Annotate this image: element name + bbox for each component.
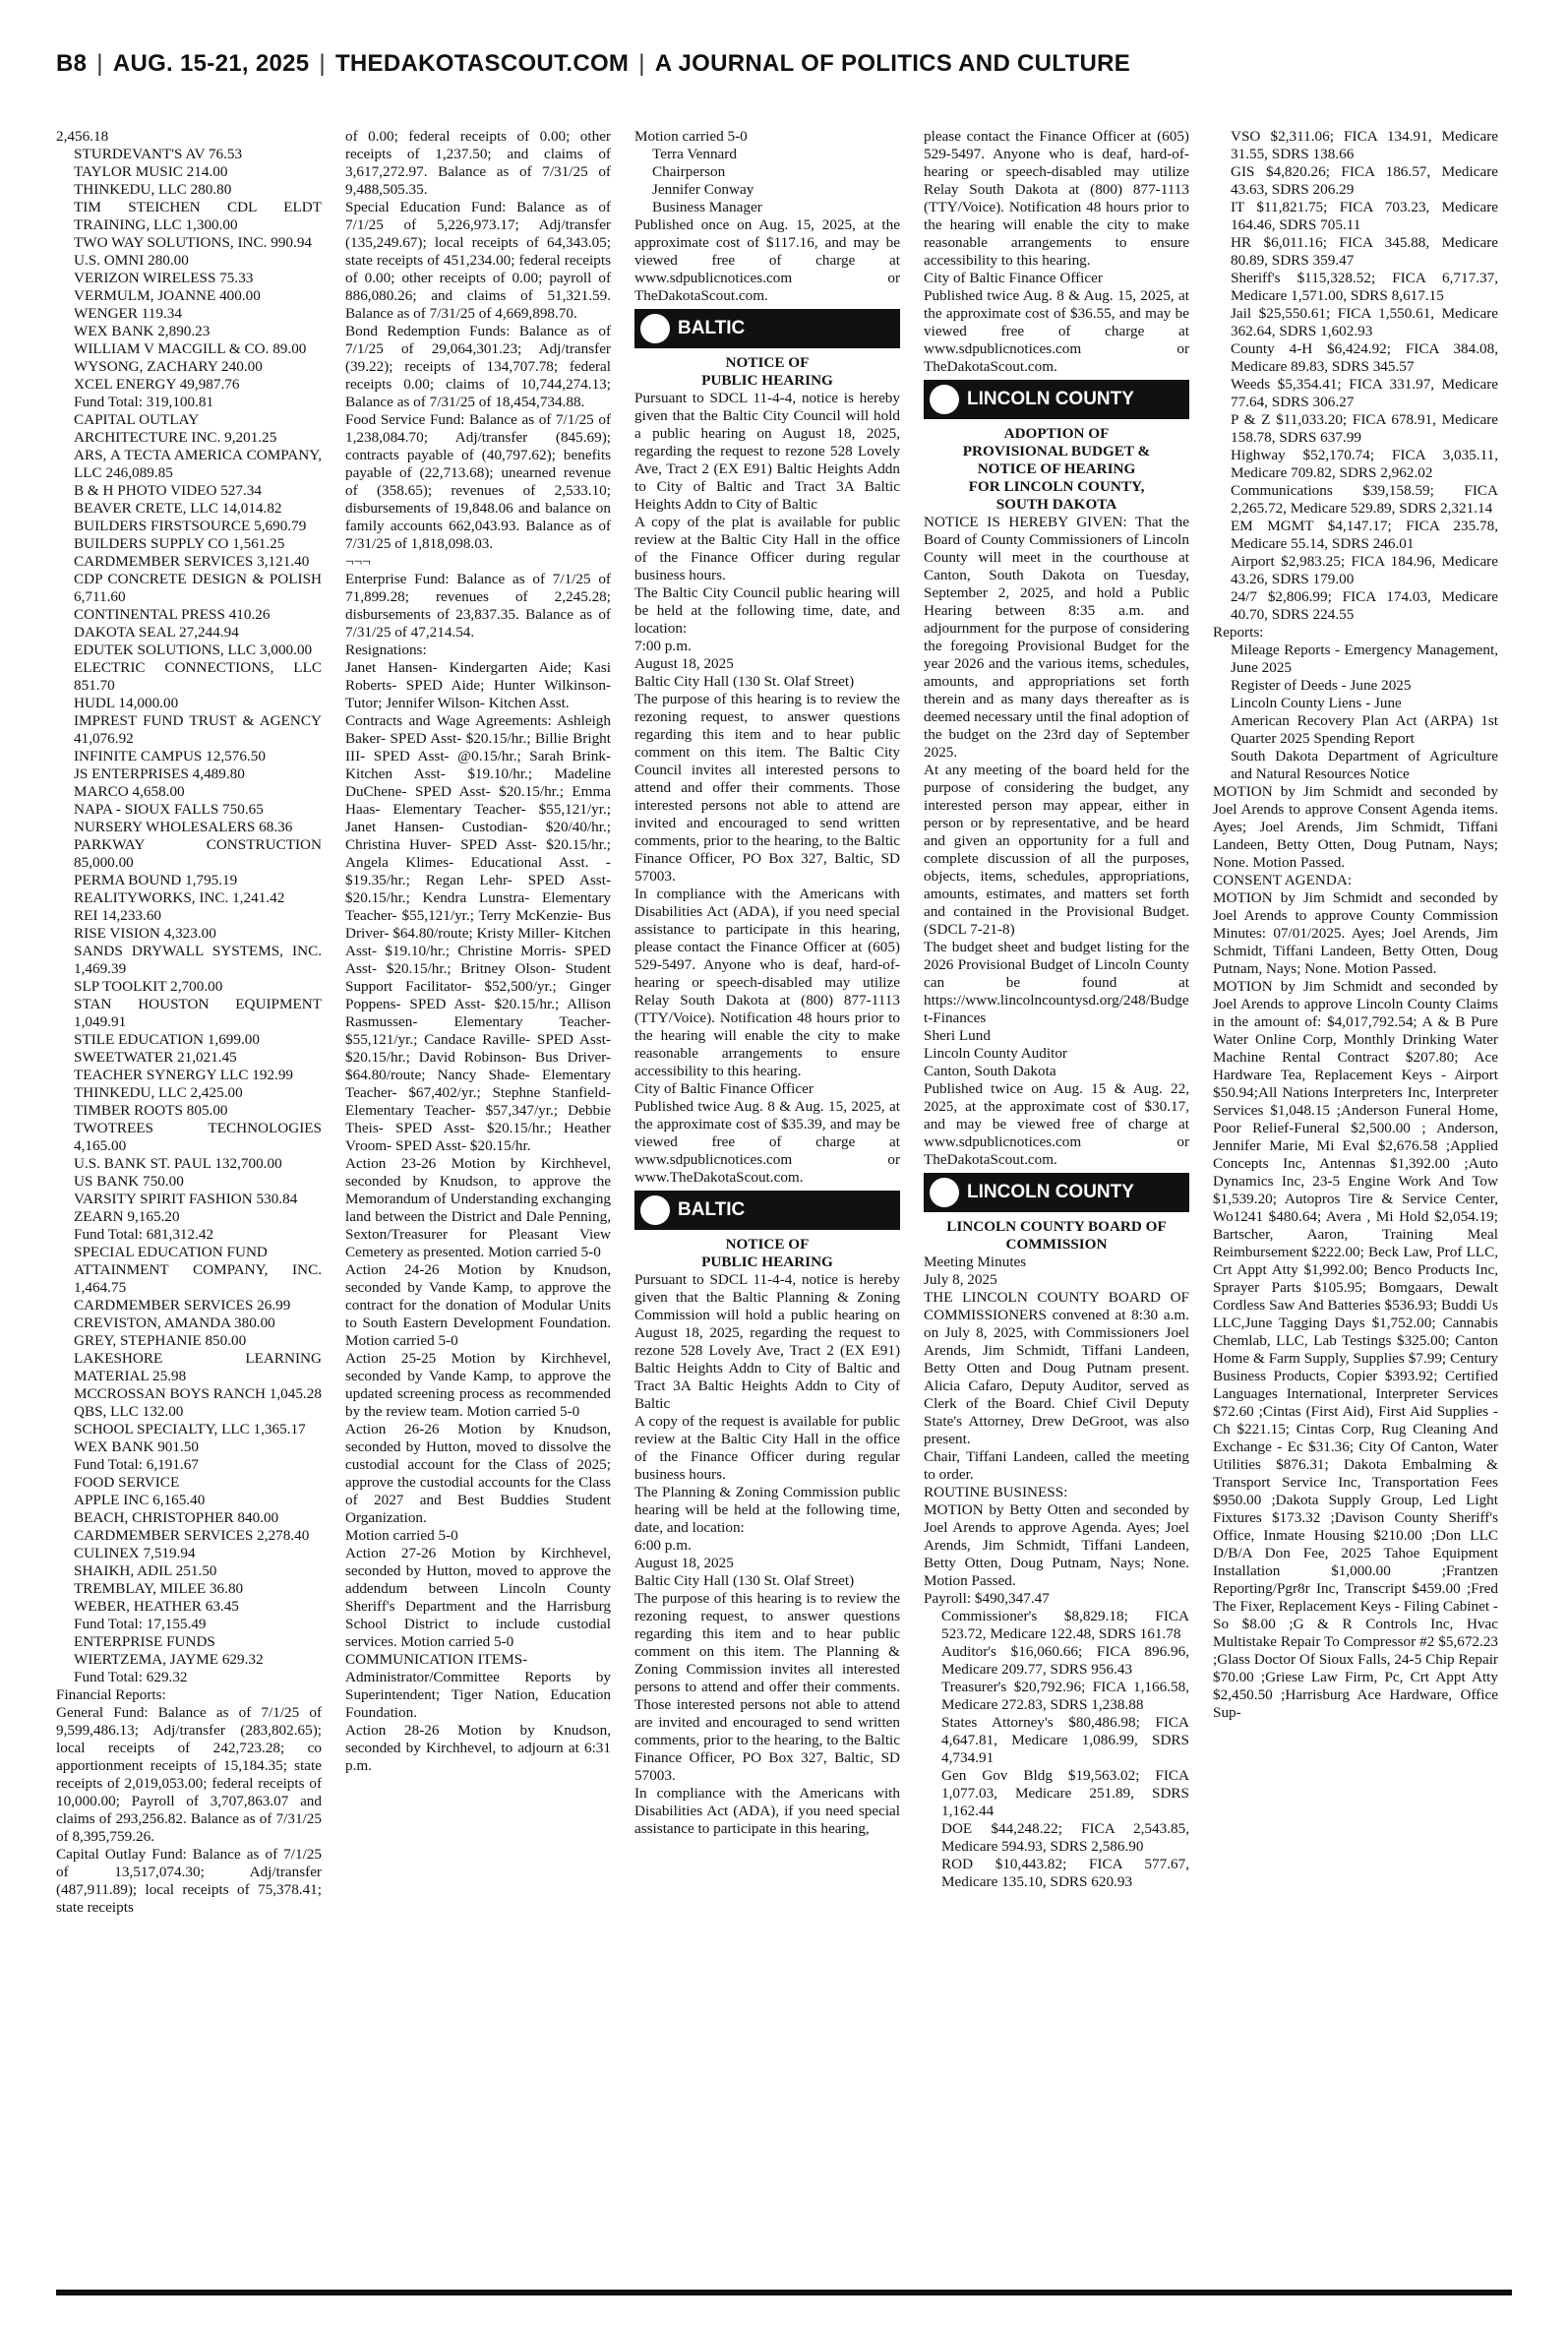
notice-text: August 18, 2025 — [634, 1555, 734, 1571]
notice-text: STURDEVANT'S AV 76.53 — [74, 146, 243, 162]
notice-text: Administrator/Committee Reports by Superintendent; Tiger Nation, Education Foundation. — [345, 1669, 615, 1721]
section-header-label: BALTIC — [678, 318, 746, 338]
notice-text: Fund Total: 17,155.49 — [74, 1616, 207, 1632]
notice-text: LAKESHORE LEARNING MATERIAL 25.98 — [74, 1350, 326, 1384]
notice-text: Lincoln County Auditor — [924, 1045, 1067, 1062]
notice-text: HUDL 14,000.00 — [74, 695, 179, 711]
notice-text: Reports: — [1213, 624, 1264, 641]
notice-text: please contact the Finance Officer at (605) 529-5497. Anyone who is deaf, hard-of-hearing or speech-disabled may utilize Relay South Dakota at (800) 877-1113 (TTY/Voice). Notification 48 hours prior to the hearing will enable the city to make reasonable arrangements to ensure accessibility to this hearing. — [924, 128, 1193, 269]
notice-text: REALITYWORKS, INC. 1,241.42 — [74, 889, 285, 906]
notice-text: Communications $39,158.59; FICA 2,265.72, Medicare 529.89, SDRS 2,321.14 — [1231, 482, 1502, 517]
notice-text: PARKWAY CONSTRUCTION 85,000.00 — [74, 836, 326, 871]
notice-text: Mileage Reports - Emergency Management, June 2025 — [1231, 642, 1502, 676]
column-5 — [1213, 128, 1502, 2283]
notice-text: EM MGMT $4,147.17; FICA 235.78, Medicare 55.14, SDRS 246.01 — [1231, 518, 1502, 552]
notice-text: IT $11,821.75; FICA 703.23, Medicare 164.46, SDRS 705.11 — [1231, 199, 1502, 233]
notice-text: 2,456.18 — [56, 128, 109, 145]
issue-date: AUG. 15-21, 2025 — [112, 49, 310, 77]
notice-text: ENTERPRISE FUNDS — [74, 1633, 215, 1650]
notice-title: NOTICE OF HEARING — [977, 460, 1136, 477]
notice-text: City of Baltic Finance Officer — [924, 270, 1103, 286]
notice-text: July 8, 2025 — [924, 1271, 997, 1288]
notice-text: A copy of the request is available for public review at the Baltic City Hall in the office of the Finance Officer during regular business hours. — [634, 1413, 904, 1483]
separator: | — [96, 49, 103, 77]
notice-text: SCHOOL SPECIALTY, LLC 1,365.17 — [74, 1421, 306, 1438]
notice-text: TIM STEICHEN CDL ELDT TRAINING, LLC 1,300.00 — [74, 199, 326, 233]
notice-text: B & H PHOTO VIDEO 527.34 — [74, 482, 262, 499]
notice-text: Published twice Aug. 8 & Aug. 15, 2025, at the approximate cost of $35.39, and may be viewed free of charge at www.sdpublicnotices.com or www.TheDakotaScout.com. — [634, 1098, 904, 1186]
section-header — [924, 380, 1189, 419]
notice-text: ARCHITECTURE INC. 9,201.25 — [74, 429, 277, 446]
notice-text: CULINEX 7,519.94 — [74, 1545, 196, 1561]
notice-text: SPECIAL EDUCATION FUND — [74, 1244, 268, 1260]
notice-text: Motion carried 5-0 — [345, 1527, 458, 1544]
notice-text: QBS, LLC 132.00 — [74, 1403, 184, 1420]
notice-logo-icon — [930, 385, 959, 414]
notice-title: PROVISIONAL BUDGET & — [962, 443, 1151, 459]
notice-text: Chair, Tiffani Landeen, called the meeting to order. — [924, 1448, 1193, 1483]
notice-text: Contracts and Wage Agreements: Ashleigh Baker- SPED Asst- $20.15/hr.; Billie Bright III- SPED Asst- @0.15/hr.; Sarah Brink- Kitchen Asst- $19.10/hr.; Madeline DuChene- SPED Asst- $20.15/hr.; Emma Haas- Elementary Teacher- $55,121/yr.; Janet Hansen- Custodian- $20/40/hr.; Christina Huver- SPED Asst- $20.15/hr.; Angela Klimes- Educational Asst. - $19.35/hr.; Regan Lehr- SPED Asst- $20.15/hr.; Kendra Lunstra- Elementary Teacher- $55,121/yr.; Terry McKenzie- Bus Driver- $64.80/route; Kristy Miller- Kitchen Asst- $19.10/hr.; Christine Morris- SPED Asst- $20.15/hr.; Britney Olson- Student Support Facilitator- $52,500/yr.; Ginger Poppens- SPED Asst- $20.15/hr.; Allison Rasmussen- Elementary Teacher- $55,121/yr.; Candace Raville- SPED Asst- $20.15/hr.; David Robinson- Bus Driver- $64.80/route; Nancy Shade- Elementary Teacher- $67,402/yr.; Stephne Stanfield- Elementary Teacher- $57,347/yr.; Debbie Theis- SPED Asst- $20.15/hr.; Heather Vroom- SPED Asst- $20.15/hr. — [345, 712, 615, 1154]
notice-text: Jail $25,550.61; FICA 1,550.61, Medicare 362.64, SDRS 1,602.93 — [1231, 305, 1502, 339]
notice-text: Canton, South Dakota — [924, 1063, 1056, 1079]
notice-text: CDP CONCRETE DESIGN & POLISH 6,711.60 — [74, 571, 326, 605]
notice-text: 6:00 p.m. — [634, 1537, 692, 1554]
notice-title: SOUTH DAKOTA — [995, 496, 1117, 513]
notice-text: STILE EDUCATION 1,699.00 — [74, 1031, 260, 1048]
tagline: A JOURNAL OF POLITICS AND CULTURE — [654, 49, 1131, 77]
notice-text: NOTICE IS HEREBY GIVEN: That the Board of County Commissioners of Lincoln County will meet in the courthouse at Canton, South Dakota on Tuesday, September 2, 2025, and hold a Public Hearing between 8:35 a.m. and adjournment for the purpose of considering the foregoing Provisional Budget for the year 2026 and the various items, schedules, amounts, and appropriations set forth therein and as many days thereafter as is deemed necessary until the final adoption of the budget on the 23rd day of September 2025. — [924, 514, 1193, 761]
notice-text: Weeds $5,354.41; FICA 331.97, Medicare 77.64, SDRS 306.27 — [1231, 376, 1502, 410]
notice-text: WILLIAM V MACGILL & CO. 89.00 — [74, 340, 307, 357]
notice-text: Auditor's $16,060.66; FICA 896.96, Medicare 209.77, SDRS 956.43 — [941, 1643, 1193, 1678]
notice-text: Bond Redemption Funds: Balance as of 7/1/25 of 29,064,301.23; Adj/transfer (39.22); receipts of 134,707.78; federal receipts 0.00; claims of 10,744,274.13; Balance as of 7/31/25 of 18,454,734.88. — [345, 323, 615, 410]
notice-text: General Fund: Balance as of 7/1/25 of 9,599,486.13; Adj/transfer (283,802.65); local receipts of 242,723.28; co apportionment receipts of 15,184.35; state receipts of 2,019,053.00; federal receipts of 10,000.00; Payroll of 3,707,863.07 and claims of 293,256.82. Balance as of 7/31/25 of 8,395,759.26. — [56, 1704, 326, 1845]
notice-title: ADOPTION OF — [1003, 425, 1110, 442]
notice-text: BEACH, CHRISTOPHER 840.00 — [74, 1509, 279, 1526]
notice-text: U.S. BANK ST. PAUL 132,700.00 — [74, 1155, 282, 1172]
notice-text: US BANK 750.00 — [74, 1173, 184, 1190]
separator: | — [319, 49, 326, 77]
notice-text: Pursuant to SDCL 11-4-4, notice is hereby given that the Baltic Planning & Zoning Commission will hold a public hearing on August 18, 2025, regarding the request to rezone 528 Lovely Ave, Tract 2 (EX E91) Baltic Heights Addn to City of Baltic and Tract 3A Baltic Heights Addn to City of Baltic — [634, 1271, 904, 1412]
notice-text: APPLE INC 6,165.40 — [74, 1492, 206, 1508]
notice-title: PUBLIC HEARING — [701, 372, 833, 389]
notice-text: Lincoln County Liens - June — [1231, 695, 1402, 711]
site-name: THEDAKOTASCOUT.COM — [334, 49, 630, 77]
notice-text: MARCO 4,658.00 — [74, 783, 185, 800]
notice-text: WEX BANK 901.50 — [74, 1438, 199, 1455]
notice-text: Capital Outlay Fund: Balance as of 7/1/25 of 13,517,074.30; Adj/transfer (487,911.89); local receipts of 75,378.41; state receipts — [56, 1846, 326, 1916]
notice-text: SHAIKH, ADIL 251.50 — [74, 1562, 217, 1579]
notice-text: Baltic City Hall (130 St. Olaf Street) — [634, 673, 855, 690]
notice-text: August 18, 2025 — [634, 655, 734, 672]
separator: | — [638, 49, 645, 77]
notice-text: TEACHER SYNERGY LLC 192.99 — [74, 1067, 294, 1083]
notice-title: NOTICE OF — [725, 1236, 810, 1253]
notice-text: Airport $2,983.25; FICA 184.96, Medicare 43.26, SDRS 179.00 — [1231, 553, 1502, 587]
notice-text: Sheriff's $115,328.52; FICA 6,717.37, Medicare 1,571.00, SDRS 8,617.15 — [1231, 270, 1502, 304]
notice-title: FOR LINCOLN COUNTY, — [968, 478, 1145, 495]
notice-text: Food Service Fund: Balance as of 7/1/25 of 1,238,084.70; Adj/transfer (845.69); contracts payable of (40,797.62); benefits payable of (22,713.68); unearned revenue of (358.65); revenues of 2,533.10; disbursements of 19,848.06 and balance on family accounts 662,043.93. Balance as of 7/31/25 of 1,818,098.03. — [345, 411, 615, 552]
notice-text: WENGER 119.34 — [74, 305, 182, 322]
notice-text: U.S. OMNI 280.00 — [74, 252, 189, 269]
notice-text: ROD $10,443.82; FICA 577.67, Medicare 135.10, SDRS 620.93 — [941, 1856, 1193, 1890]
notice-text: Action 27-26 Motion by Kirchhevel, seconded by Hutton, moved to approve the addendum between Lincoln County Sheriff's Department and the Harrisburg School District to include custodial services. Motion carried 5-0 — [345, 1545, 615, 1650]
notice-text: CONSENT AGENDA: — [1213, 872, 1353, 888]
notice-text: Baltic City Hall (130 St. Olaf Street) — [634, 1572, 855, 1589]
notice-text: TREMBLAY, MILEE 36.80 — [74, 1580, 244, 1597]
notice-text: Pursuant to SDCL 11-4-4, notice is hereby given that the Baltic City Council will hold a public hearing on August 18, 2025, regarding the request to rezone 528 Lovely Ave, Tract 2 (EX E91) Baltic Heights Addn to City of Baltic and Tract 3A Baltic Heights Addn to City of Baltic — [634, 390, 904, 513]
notice-text: Resignations: — [345, 642, 427, 658]
notice-text: CARDMEMBER SERVICES 3,121.40 — [74, 553, 310, 570]
notice-text: PERMA BOUND 1,795.19 — [74, 872, 238, 888]
notice-logo-icon — [930, 1178, 959, 1207]
notice-text: The budget sheet and budget listing for the 2026 Provisional Budget of Lincoln County can be found at https://www.lincolncountysd.org/248/Budget-Finances — [924, 939, 1193, 1026]
notice-text: ELECTRIC CONNECTIONS, LLC 851.70 — [74, 659, 326, 694]
notice-text: Fund Total: 629.32 — [74, 1669, 188, 1685]
notice-text: THINKEDU, LLC 280.80 — [74, 181, 232, 198]
notice-text: THINKEDU, LLC 2,425.00 — [74, 1084, 243, 1101]
notice-text: GREY, STEPHANIE 850.00 — [74, 1332, 247, 1349]
notice-text: Fund Total: 6,191.67 — [74, 1456, 199, 1473]
notice-text: BUILDERS SUPPLY CO 1,561.25 — [74, 535, 285, 552]
notice-title: PUBLIC HEARING — [701, 1254, 833, 1270]
notice-text: Action 23-26 Motion by Kirchhevel, seconded by Knudson, to approve the Memorandum of Understanding exchanging land between the District and Dale Penning, Sexton/Treasurer for Pleasant View Cemetery as presented. Motion carried 5-0 — [345, 1155, 615, 1260]
notice-text: ARS, A TECTA AMERICA COMPANY, LLC 246,089.85 — [74, 447, 326, 481]
notice-text: Published twice on Aug. 15 & Aug. 22, 2025, at the approximate cost of $30.17, and may be viewed free of charge at www.sdpublicnotices.com or TheDakotaScout.com. — [924, 1080, 1193, 1168]
bottom-rule — [56, 2290, 1512, 2295]
notice-text: Fund Total: 319,100.81 — [74, 394, 214, 410]
notice-text: Business Manager — [652, 199, 762, 215]
section-header — [634, 309, 900, 348]
notice-text: Terra Vennard — [652, 146, 737, 162]
column-2 — [345, 128, 615, 2283]
notice-text: Sheri Lund — [924, 1027, 991, 1044]
notice-text: FOOD SERVICE — [74, 1474, 180, 1491]
notice-text: TWO WAY SOLUTIONS, INC. 990.94 — [74, 234, 313, 251]
notice-text: Fund Total: 681,312.42 — [74, 1226, 214, 1243]
page-number: B8 — [56, 49, 88, 77]
notice-text: South Dakota Department of Agriculture and Natural Resources Notice — [1231, 748, 1502, 782]
notice-text: of 0.00; federal receipts of 0.00; other receipts of 1,237.50; and claims of 3,617,272.97. Balance as of 7/31/25 of 9,488,505.35. — [345, 128, 615, 198]
notice-text: THE LINCOLN COUNTY BOARD OF COMMISSIONERS convened at 8:30 a.m. on July 8, 2025, with Commissioners Joel Arends, Jim Schmidt, Tiffani Landeen, Betty Otten and Doug Putnam present. Alicia Cafaro, Deputy Auditor, served as Clerk of the Board. Chief Civil Deputy State's Attorney, Drew DeGroot, was also present. — [924, 1289, 1193, 1447]
notice-text: XCEL ENERGY 49,987.76 — [74, 376, 240, 393]
notice-text: VARSITY SPIRIT FASHION 530.84 — [74, 1191, 298, 1207]
notice-text: The purpose of this hearing is to review the rezoning request, to answer questions regarding this item and to hear public comment on this item. The Planning & Zoning Commission invites all interested persons to attend and offer their comments. Those interested persons not able to attend are invited and encouraged to send written comments, prior to the hearing, to the Baltic Finance Officer, PO Box 327, Baltic, SD 57003. — [634, 1590, 904, 1784]
notice-text: City of Baltic Finance Officer — [634, 1080, 814, 1097]
notice-columns — [56, 128, 1512, 2283]
column-1 — [56, 128, 326, 2283]
notice-text: TAYLOR MUSIC 214.00 — [74, 163, 228, 180]
section-header-label: BALTIC — [678, 1199, 746, 1220]
notice-text: TIMBER ROOTS 805.00 — [74, 1102, 228, 1119]
notice-text: COMMUNICATION ITEMS- — [345, 1651, 528, 1668]
notice-title: COMMISSION — [1005, 1236, 1108, 1253]
notice-text: Motion carried 5-0 — [634, 128, 748, 145]
notice-text: Action 25-25 Motion by Kirchhevel, seconded by Vande Kamp, to approve the updated screening process as recommended by the review team. Motion carried 5-0 — [345, 1350, 615, 1420]
notice-text: At any meeting of the board held for the purpose of considering the budget, any interested person may appear, either in person or by representative, and be heard and given an opportunity for a full and complete discussion of all the purposes, objects, items, schedules, appropriations, amounts, estimates, and matters set forth and contained in the Provisional Budget. (SDCL 7-21-8) — [924, 762, 1193, 938]
section-header-label: LINCOLN COUNTY — [967, 1182, 1134, 1202]
notice-text: Treasurer's $20,792.96; FICA 1,166.58, Medicare 272.83, SDRS 1,238.88 — [941, 1679, 1193, 1713]
notice-text: GIS $4,820.26; FICA 186.57, Medicare 43.63, SDRS 206.29 — [1231, 163, 1502, 198]
notice-text: BEAVER CRETE, LLC 14,014.82 — [74, 500, 282, 517]
notice-text: Chairperson — [652, 163, 726, 180]
notice-text: NURSERY WHOLESALERS 68.36 — [74, 819, 293, 835]
notice-text: CONTINENTAL PRESS 410.26 — [74, 606, 271, 623]
notice-text: STAN HOUSTON EQUIPMENT 1,049.91 — [74, 996, 326, 1030]
notice-text: MOTION by Betty Otten and seconded by Joel Arends to approve Agenda. Ayes; Joel Arends, Jim Schmidt, Tiffani Landeen, Betty Otten, Doug Putnam, Nays; None. Motion Passed. — [924, 1501, 1193, 1589]
notice-text: MCCROSSAN BOYS RANCH 1,045.28 — [74, 1385, 322, 1402]
notice-text: Register of Deeds - June 2025 — [1231, 677, 1412, 694]
notice-text: The purpose of this hearing is to review the rezoning request, to answer questions regarding this item and to hear public comment on this item. The Baltic City Council invites all interested persons to attend and offer their comments. Those interested persons not able to attend are invited and encouraged to send written comments, prior to the hearing, to the Baltic Finance Officer, PO Box 327, Baltic, SD 57003. — [634, 691, 904, 885]
notice-text: Published once on Aug. 15, 2025, at the approximate cost of $117.16, and may be viewed free of charge at www.sdpublicnotices.com or TheDakotaScout.com. — [634, 216, 904, 304]
notice-text: JS ENTERPRISES 4,489.80 — [74, 765, 245, 782]
section-header — [634, 1191, 900, 1230]
notice-text: CREVISTON, AMANDA 380.00 — [74, 1315, 275, 1331]
notice-text: BUILDERS FIRSTSOURCE 5,690.79 — [74, 518, 307, 534]
notice-text: DAKOTA SEAL 27,244.94 — [74, 624, 239, 641]
notice-text: MOTION by Jim Schmidt and seconded by Joel Arends to approve Lincoln County Claims in the amount of: $4,017,792.54; A & B Pure Water Online Corp, Monthly Drinking Water Machine Rental Contract $207.80; Ace Hardware Tea, Replacement Keys - Airport $50.94;All Nations Interpreters Inc, Interpreter Services $1,048.15 ;Anderson Funeral Home, Poor Relief-Funeral $2,500.00 ; Anderson, Jennifer Marie, Mi Eval $2,676.58 ;Applied Concepts Inc, Antennas $1,392.00 ;Auto Dynamics Inc, 23-5 Engine Work And Tow $1,539.20; Autopros Tire & Service Center, Wo1241 $480.64; Avera , Mi Hold $2,054.19; Bartscher, Aaron, Training Meal Reimbursement $222.00; Beck Law, Prof LLC, Crt Appt Atty $1,992.00; Benco Products Inc, Sprayer Parts $105.95; Bomgaars, Dewalt Cordless Saw And Batteries $536.93; Buddi Us LLC,June Tagging Days $1,752.00; Cannabis Chemlab, LLC, Lab Testings $325.00; Canton Home & Farm Supply, Supplies $7.99; Century Business Products, Copier $393.92; Certified Languages International, Interpreter Services $72.60 ;Cintas (First Aid), First Aid Supplies - Ch $221.15; Cintas Corp, Rug Cleaning And Exchange - Ec $31.36; City Of Canton, Water Utilities $876.31; Dakota Embalming & Transport Service Inc, Transportation Fees $950.00 ;Dakota Supply Group, Led Light Fixtures $173.32 ;Davison County Sheriff's Office, Inmate Housing $210.00 ;Don LLC D/B/A Don Fee, 2025 Tahoe Equipment Installation $1,000.00 ;Frantzen Reporting/Pgr8r Inc, Transcript $459.00 ;Fred The Fixer, Replacement Keys - Filing Cabinet - So $8.00 ;G & R Controls Inc, Hvac Multistake Repair To Compressor #2 $5,672.23 ;Glass Doctor Of Sioux Falls, 24-5 Chip Repair $70.00 ;Griese Law Firm, Pc, Crt Appt Atty $2,450.50 ;Harrisburg Ace Hardware, Office Sup- — [1213, 978, 1502, 1721]
notice-text: In compliance with the Americans with Disabilities Act (ADA), if you need special assistance to participate in this hearing, — [634, 1785, 904, 1837]
notice-text: Gen Gov Bldg $19,563.02; FICA 1,077.03, Medicare 251.89, SDRS 1,162.44 — [941, 1767, 1193, 1819]
notice-title: NOTICE OF — [725, 354, 810, 371]
notice-text: Financial Reports: — [56, 1686, 166, 1703]
notice-text: Action 24-26 Motion by Knudson, seconded by Vande Kamp, to approve the contract for the donation of Modular Units to South Eastern Development Foundation. Motion carried 5-0 — [345, 1261, 615, 1349]
notice-text: SLP TOOLKIT 2,700.00 — [74, 978, 223, 995]
notice-title: LINCOLN COUNTY BOARD OF — [946, 1218, 1167, 1235]
notice-text: Special Education Fund: Balance as of 7/1/25 of 5,226,973.17; Adj/transfer (135,249.67); local receipts of 64,343.05; state receipts of 451,234.00; federal receipts of 0.00; other receipts of 0.00; payroll of 886,080.26; and claims of 51,321.59. Balance as of 7/31/25 of 4,669,898.70. — [345, 199, 615, 322]
notice-text: HR $6,011.16; FICA 345.88, Medicare 80.89, SDRS 359.47 — [1231, 234, 1502, 269]
notice-text: The Baltic City Council public hearing will be held at the following time, date, and location: — [634, 584, 904, 637]
notice-text: County 4-H $6,424.92; FICA 384.08, Medicare 89.83, SDRS 345.57 — [1231, 340, 1502, 375]
notice-text: INFINITE CAMPUS 12,576.50 — [74, 748, 266, 765]
column-4 — [924, 128, 1193, 2283]
notice-text: SANDS DRYWALL SYSTEMS, INC. 1,469.39 — [74, 943, 326, 977]
section-header-label: LINCOLN COUNTY — [967, 389, 1134, 409]
notice-text: Published twice Aug. 8 & Aug. 15, 2025, at the approximate cost of $36.55, and may be viewed free of charge at www.sdpublicnotices.com or TheDakotaScout.com. — [924, 287, 1193, 375]
notice-text: VSO $2,311.06; FICA 134.91, Medicare 31.55, SDRS 138.66 — [1231, 128, 1502, 162]
notice-text: ROUTINE BUSINESS: — [924, 1484, 1068, 1500]
notice-text: Enterprise Fund: Balance as of 7/1/25 of 71,899.28; revenues of 2,245.28; disbursements of 23,837.35. Balance as of 7/31/25 of 47,214.54. — [345, 571, 615, 641]
notice-text: MOTION by Jim Schmidt and seconded by Joel Arends to approve County Commission Minutes: 07/01/2025. Ayes; Joel Arends, Jim Schmidt, Tiffani Landeen, Betty Otten, Doug Putnam, Nays; None. Motion Passed. — [1213, 889, 1502, 977]
notice-text: Jennifer Conway — [652, 181, 754, 198]
notice-text: States Attorney's $80,486.98; FICA 4,647.81, Medicare 1,086.99, SDRS 4,734.91 — [941, 1714, 1193, 1766]
notice-text: VERIZON WIRELESS 75.33 — [74, 270, 254, 286]
notice-text: CARDMEMBER SERVICES 26.99 — [74, 1297, 291, 1314]
notice-text: WYSONG, ZACHARY 240.00 — [74, 358, 263, 375]
notice-text: Payroll: $490,347.47 — [924, 1590, 1050, 1607]
notice-text: SWEETWATER 21,021.45 — [74, 1049, 237, 1066]
notice-text: 7:00 p.m. — [634, 638, 692, 654]
notice-text: ZEARN 9,165.20 — [74, 1208, 180, 1225]
notice-text: Highway $52,170.74; FICA 3,035.11, Medicare 709.82, SDRS 2,962.02 — [1231, 447, 1502, 481]
notice-text: RISE VISION 4,323.00 — [74, 925, 216, 942]
section-header — [924, 1173, 1189, 1212]
masthead — [56, 49, 1512, 89]
notice-text: Action 28-26 Motion by Knudson, seconded by Kirchhevel, to adjourn at 6:31 p.m. — [345, 1722, 615, 1774]
notice-text: WEBER, HEATHER 63.45 — [74, 1598, 239, 1615]
notice-text: The Planning & Zoning Commission public hearing will be held at the following time, date, and location: — [634, 1484, 904, 1536]
notice-text: P & Z $11,033.20; FICA 678.91, Medicare 158.78, SDRS 637.99 — [1231, 411, 1502, 446]
notice-text: Janet Hansen- Kindergarten Aide; Kasi Roberts- SPED Aide; Hunter Wilkinson- Tutor; Jennifer Wilson- Kitchen Asst. — [345, 659, 615, 711]
notice-text: Commissioner's $8,829.18; FICA 523.72, Medicare 122.48, SDRS 161.78 — [941, 1608, 1193, 1642]
notice-text: VERMULM, JOANNE 400.00 — [74, 287, 261, 304]
notice-text: CARDMEMBER SERVICES 2,278.40 — [74, 1527, 310, 1544]
notice-text: WEX BANK 2,890.23 — [74, 323, 211, 339]
notice-text: DOE $44,248.22; FICA 2,543.85, Medicare 594.93, SDRS 2,586.90 — [941, 1820, 1193, 1855]
notice-text: REI 14,233.60 — [74, 907, 162, 924]
notice-text: TWOTREES TECHNOLOGIES 4,165.00 — [74, 1120, 326, 1154]
notice-text: NAPA - SIOUX FALLS 750.65 — [74, 801, 264, 818]
notice-text: IMPREST FUND TRUST & AGENCY 41,076.92 — [74, 712, 326, 747]
notice-text: CAPITAL OUTLAY — [74, 411, 200, 428]
notice-text: MOTION by Jim Schmidt and seconded by Joel Arends to approve Consent Agenda items. Ayes; Joel Arends, Jim Schmidt, Tiffani Landeen, Betty Otten, Doug Putnam, Nays; None. Motion Passed. — [1213, 783, 1502, 871]
notice-text: WIERTZEMA, JAYME 629.32 — [74, 1651, 264, 1668]
notice-logo-icon — [640, 1195, 670, 1225]
column-3 — [634, 128, 904, 2283]
notice-text: EDUTEK SOLUTIONS, LLC 3,000.00 — [74, 642, 313, 658]
notice-text: American Recovery Plan Act (ARPA) 1st Quarter 2025 Spending Report — [1231, 712, 1502, 747]
notice-text: Meeting Minutes — [924, 1254, 1027, 1270]
notice-text: ATTAINMENT COMPANY, INC. 1,464.75 — [74, 1261, 326, 1296]
notice-text: In compliance with the Americans with Disabilities Act (ADA), if you need special assistance to participate in this hearing, please contact the Finance Officer at (605) 529-5497. Anyone who is deaf, hard-of-hearing or speech-disabled may utilize Relay South Dakota at (800) 877-1113 (TTY/Voice). Notification 48 hours prior to the hearing will enable the city to make reasonable arrangements to ensure accessibility to this hearing. — [634, 886, 904, 1079]
notice-text: A copy of the plat is available for public review at the Baltic City Hall in the office of the Finance Officer during regular business hours. — [634, 514, 904, 583]
notice-logo-icon — [640, 314, 670, 343]
notice-text: 24/7 $2,806.99; FICA 174.03, Medicare 40.70, SDRS 224.55 — [1231, 588, 1502, 623]
notice-text: ¬¬¬ — [345, 553, 371, 570]
notice-text: Action 26-26 Motion by Knudson, seconded by Hutton, moved to dissolve the custodial account for the Class of 2025; approve the custodial accounts for the Class of 2027 and Best Buddies Student Organization. — [345, 1421, 615, 1526]
